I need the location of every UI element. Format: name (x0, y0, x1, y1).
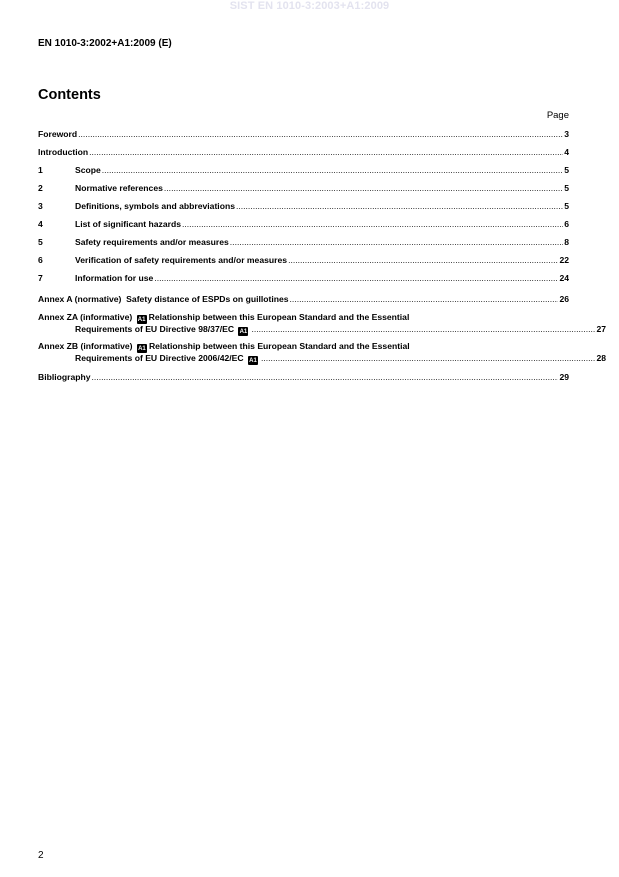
toc-page: 5 (564, 201, 569, 211)
toc-entry-scope[interactable] (38, 165, 569, 175)
toc-number: 7 (38, 273, 43, 283)
toc-entry-safety-requirements[interactable] (38, 237, 569, 247)
toc-page: 29 (559, 372, 569, 382)
toc-entry-verification[interactable] (38, 255, 569, 265)
toc-label: Introduction (38, 147, 89, 157)
dot-leader (251, 324, 595, 334)
page-number: 2 (38, 850, 44, 861)
dot-leader (288, 255, 558, 265)
toc-number: 1 (38, 165, 43, 175)
toc-page: 22 (559, 255, 569, 265)
dot-leader (102, 165, 563, 175)
toc-entry-information-for-use[interactable] (38, 273, 569, 283)
page-column-label: Page (546, 110, 569, 121)
toc-number: 4 (38, 219, 43, 229)
annex-title: Relationship between this European Standard and the Essential (148, 312, 410, 322)
toc-label: Annex A (normative) Safety distance of ESPDs on guillotines (38, 294, 289, 304)
toc-label: Bibliography (38, 372, 91, 382)
amendment-start-icon: A1 (137, 317, 146, 323)
watermark: SIST EN 1010-3:2003+A1:2009 (229, 0, 390, 12)
toc-label: Foreword (38, 129, 78, 139)
toc-entry-foreword[interactable] (38, 129, 569, 139)
dot-leader (78, 129, 563, 139)
toc-label: List of significant hazards (75, 219, 182, 229)
dot-leader (290, 294, 559, 304)
contents-heading: Contents (38, 87, 101, 103)
toc-entry-bibliography[interactable] (38, 372, 569, 382)
toc-entry-normative-references[interactable] (38, 183, 569, 193)
dot-leader (89, 147, 563, 157)
toc-label: Scope (75, 165, 101, 175)
toc-page: 24 (559, 273, 569, 283)
toc-label: Verification of safety requirements and/or measures (75, 255, 288, 265)
toc-number: 2 (38, 183, 43, 193)
toc-page: 4 (564, 147, 569, 157)
amendment-start-icon: A1 (138, 346, 146, 352)
toc-label-continued: Requirements of EU Directive 98/37/EC A1 (75, 324, 248, 335)
toc-label (38, 312, 409, 324)
annex-designation: Annex ZB (informative) (38, 341, 133, 351)
dot-leader (236, 201, 563, 211)
toc-entry-annex-a[interactable] (38, 294, 569, 304)
annex-title: Relationship between this European Standard and the Essential (148, 341, 410, 351)
dot-leader (154, 273, 558, 283)
dot-leader (164, 183, 563, 193)
toc-label: Safety requirements and/or measures (75, 237, 229, 247)
toc-number: 3 (38, 201, 43, 211)
dot-leader (230, 237, 563, 247)
toc-entry-annex-za[interactable] (38, 312, 606, 336)
document-identifier: EN 1010-3:2002+A1:2009 (E) (38, 38, 172, 49)
toc-page: 3 (564, 129, 569, 139)
toc-page: 5 (564, 165, 569, 175)
toc-entry-annex-zb[interactable] (38, 341, 606, 365)
toc-label: Definitions, symbols and abbreviations (75, 201, 235, 211)
toc-label-continued: Requirements of EU Directive 2006/42/EC A1 (75, 353, 257, 364)
toc-number: 5 (38, 237, 43, 247)
toc-label (38, 341, 410, 353)
toc-entry-definitions[interactable] (38, 201, 569, 211)
amendment-end-icon: A1 (249, 358, 257, 364)
dot-leader (92, 372, 559, 382)
annex-designation: Annex ZA (informative) (38, 312, 133, 322)
toc-number: 6 (38, 255, 43, 265)
dot-leader (182, 219, 563, 229)
toc-page: 5 (564, 183, 569, 193)
amendment-end-icon: A1 (239, 329, 248, 335)
dot-leader (261, 353, 595, 363)
toc-entry-hazards[interactable] (38, 219, 569, 229)
toc-entry-introduction[interactable] (38, 147, 569, 157)
toc-label: Normative references (75, 183, 163, 193)
toc-page: 27 (596, 324, 606, 334)
toc-page: 26 (559, 294, 569, 304)
toc-label: Information for use (75, 273, 154, 283)
toc-page: 6 (564, 219, 569, 229)
toc-page: 28 (596, 353, 606, 363)
toc-page: 8 (564, 237, 569, 247)
